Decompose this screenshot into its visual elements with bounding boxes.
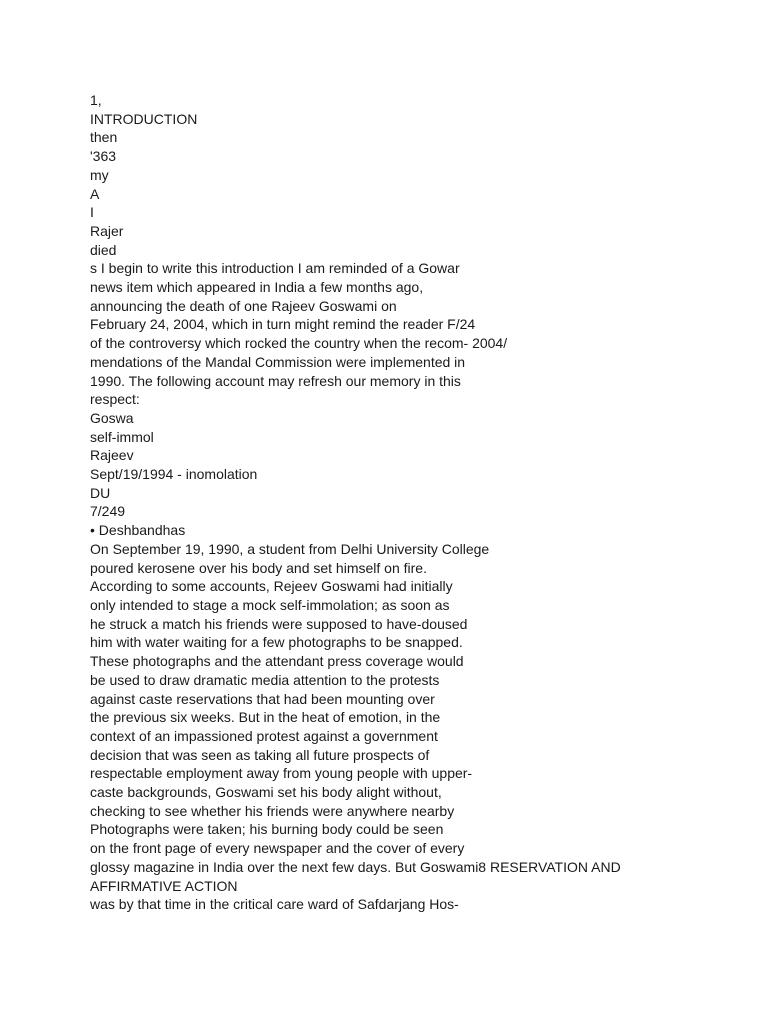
body-text-line: him with water waiting for a few photographs to be snapped. bbox=[90, 634, 463, 651]
body-text-line: was by that time in the critical care ward of Safdarjang Hos- bbox=[90, 896, 459, 913]
margin-note-line: 7/249 bbox=[90, 503, 126, 520]
body-text-line: On September 19, 1990, a student from Delhi University College bbox=[90, 540, 490, 557]
margin-note-line: Rajer bbox=[90, 222, 124, 239]
body-text-line: the previous six weeks. But in the heat of emotion, in the bbox=[90, 709, 441, 726]
body-text-line: checking to see whether his friends were anywhere nearby bbox=[90, 802, 455, 819]
body-text-line: 1990. The following account may refresh our memory in this bbox=[90, 372, 461, 389]
body-text-line: only intended to stage a mock self-immolation; as soon as bbox=[90, 596, 450, 613]
body-text-line: announcing the death of one Rajeev Goswami on bbox=[90, 297, 397, 314]
page-number: 1, bbox=[90, 92, 102, 108]
body-text-line: February 24, 2004, which in turn might remind the reader F/24 bbox=[90, 316, 476, 333]
body-text-line: According to some accounts, Rejeev Goswami had initially bbox=[90, 578, 453, 595]
margin-note-line: I bbox=[90, 204, 94, 221]
margin-note-line: Goswa bbox=[90, 409, 134, 426]
margin-note-line: Sept/19/1994 - inomolation bbox=[90, 466, 258, 483]
body-text-line: against caste reservations that had been mounting over bbox=[90, 690, 435, 707]
margin-note-line: died bbox=[90, 241, 117, 258]
margin-note-line: then bbox=[90, 129, 118, 146]
running-header-line: AFFIRMATIVE ACTION bbox=[90, 877, 238, 894]
body-text-line: caste backgrounds, Goswami set his body alight without, bbox=[90, 784, 442, 801]
document-page bbox=[90, 91, 650, 914]
body-text-line: These photographs and the attendant press coverage would bbox=[90, 653, 464, 670]
body-text-line: news item which appeared in India a few months ago, bbox=[90, 279, 424, 296]
margin-note-line: • Deshbandhas bbox=[90, 522, 186, 539]
body-text-line: be used to draw dramatic media attention to the protests bbox=[90, 671, 440, 688]
body-text-line: poured kerosene over his body and set himself on fire. bbox=[90, 559, 427, 576]
body-text-line: glossy magazine in India over the next few days. But Goswami8 RESERVATION AND bbox=[90, 858, 621, 875]
body-text-line: context of an impassioned protest against a government bbox=[90, 727, 438, 744]
body-text-line: on the front page of every newspaper and the cover of every bbox=[90, 840, 465, 857]
body-text-line: respect: bbox=[90, 391, 140, 408]
body-text-line: decision that was seen as taking all future prospects of bbox=[90, 746, 430, 763]
margin-note-line: Rajeev bbox=[90, 447, 134, 464]
margin-note-line: DU bbox=[90, 484, 111, 501]
body-text-line: mendations of the Mandal Commission were implemented in bbox=[90, 353, 466, 370]
body-text-line: s I begin to write this introduction I am reminded of a Gowar bbox=[90, 260, 460, 277]
margin-note-line: '363 bbox=[90, 148, 117, 165]
margin-note-line: A bbox=[90, 185, 100, 202]
margin-note-line: self-immol bbox=[90, 428, 154, 445]
margin-note-line: my bbox=[90, 166, 109, 183]
body-text-line: he struck a match his friends were supposed to have-doused bbox=[90, 615, 468, 632]
body-text-line: of the controversy which rocked the country when the recom- 2004/ bbox=[90, 335, 508, 352]
chapter-title: INTRODUCTION bbox=[90, 110, 198, 127]
body-text-line: respectable employment away from young people with upper- bbox=[90, 765, 473, 782]
body-text-line: Photographs were taken; his burning body could be seen bbox=[90, 821, 444, 838]
